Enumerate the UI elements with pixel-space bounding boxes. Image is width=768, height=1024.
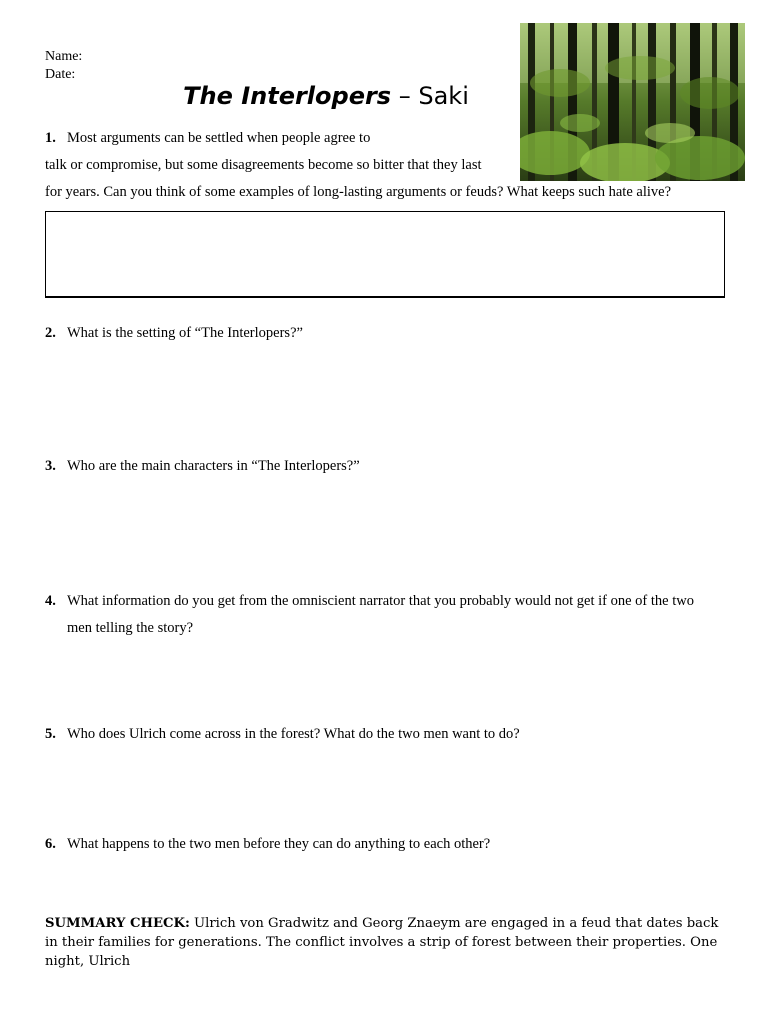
question-text: Most arguments can be settled when people agree to xyxy=(67,130,371,146)
question-number: 4. xyxy=(45,593,56,609)
question-1 xyxy=(45,125,671,206)
title-separator: – xyxy=(391,82,419,110)
summary-label: SUMMARY CHECK: xyxy=(45,916,190,931)
question-2 xyxy=(45,320,303,347)
question-text: men telling the story? xyxy=(67,620,194,636)
question-number: 3. xyxy=(45,458,56,474)
question-number: 6. xyxy=(45,836,56,852)
question-5 xyxy=(45,721,520,748)
question-text: for years. Can you think of some examples of long-lasting arguments or feuds? What keeps such hate alive? xyxy=(45,184,672,200)
question-6 xyxy=(45,831,490,858)
title-author: Saki xyxy=(418,82,469,110)
date-label: Date: xyxy=(45,67,76,82)
summary-text: Ulrich von Gradwitz and Georg Znaeym are engaged in a feud that dates back in their families for generations. The conflict involves a strip of forest between their properties. One night, Ulrich xyxy=(45,916,719,969)
question-number: 1. xyxy=(45,130,56,146)
question-text: What information do you get from the omniscient narrator that you probably would not get if one of the two xyxy=(67,593,694,609)
title-main: The Interlopers xyxy=(183,82,392,110)
question-text: Who are the main characters in “The Interlopers?” xyxy=(67,458,360,474)
name-label: Name: xyxy=(45,49,83,64)
question-text: What happens to the two men before they can do anything to each other? xyxy=(67,836,491,852)
question-text: What is the setting of “The Interlopers?” xyxy=(67,325,303,341)
question-4 xyxy=(45,588,694,642)
question-text: Who does Ulrich come across in the forest? What do the two men want to do? xyxy=(67,726,520,742)
question-number: 5. xyxy=(45,726,56,742)
question-number: 2. xyxy=(45,325,56,341)
summary-check xyxy=(45,914,725,971)
answer-box[interactable] xyxy=(45,211,725,298)
question-3 xyxy=(45,453,360,480)
question-text: talk or compromise, but some disagreements become so bitter that they last xyxy=(45,157,482,173)
